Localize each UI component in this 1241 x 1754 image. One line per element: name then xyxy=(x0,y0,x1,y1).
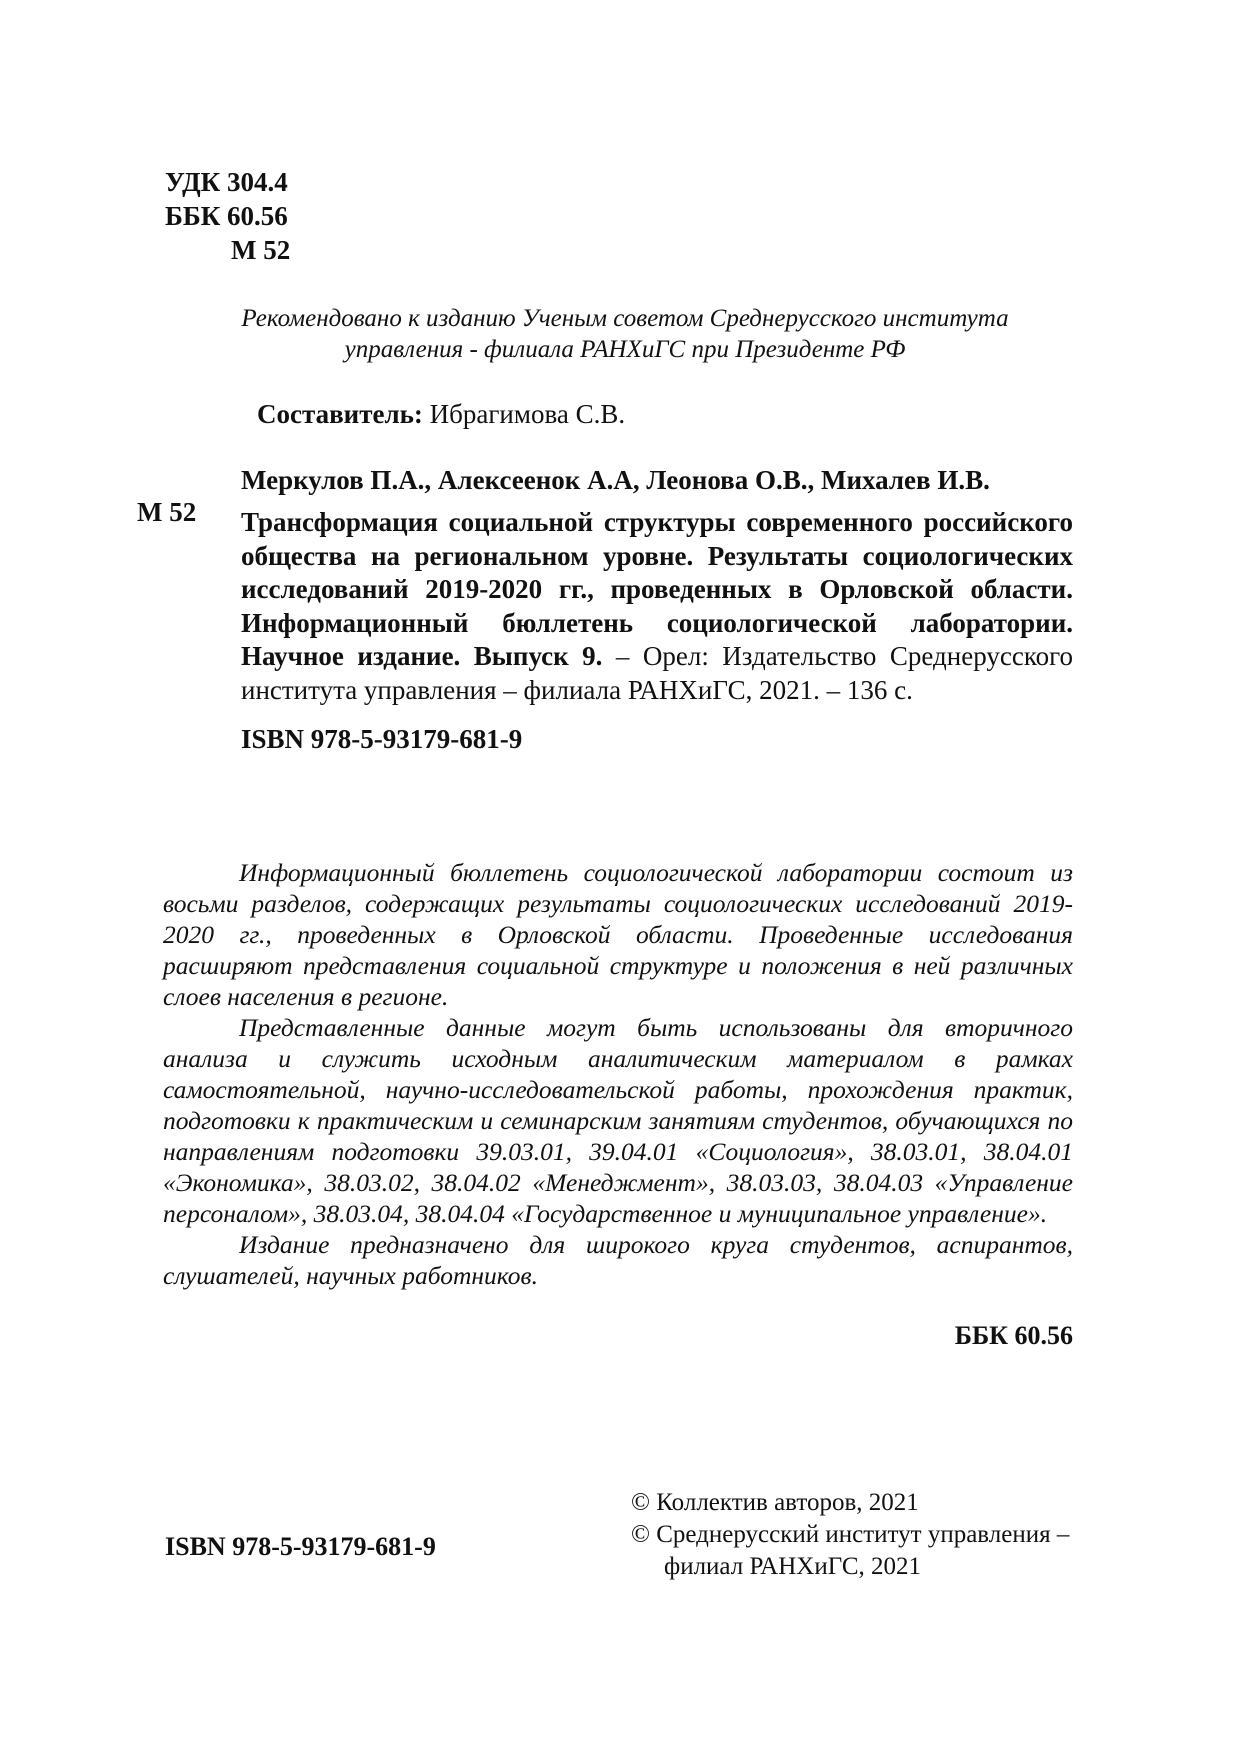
bibliographic-card xyxy=(241,464,1073,755)
compiler-name: Ибрагимова С.В. xyxy=(422,399,626,429)
compiler-label: Составитель: xyxy=(257,399,423,429)
bbk-right: ББК 60.56 xyxy=(954,1321,1073,1350)
recommendation-line-1: Рекомендовано к изданию Ученым советом Среднерусского института xyxy=(241,305,1009,332)
author-mark: М 52 xyxy=(231,235,291,265)
abstract-paragraph-3: Издание предназначено для широкого круга студентов, аспирантов, слушателей, научных работников. xyxy=(163,1230,1073,1290)
compiler xyxy=(257,397,625,431)
card-title: Трансформация социальной структуры современного российского общества на региональном уровне. Результаты социологических исследований 2019-2020 гг., проведенных в Орловской области. Информационный бюллетень социологической лаборатории. Научное издание. Выпуск 9. xyxy=(241,507,1073,671)
card-description xyxy=(241,506,1073,707)
card-side-code: М 52 xyxy=(137,497,197,527)
isbn-bottom: ISBN 978-5-93179-681-9 xyxy=(165,1532,436,1561)
udk-code: УДК 304.4 xyxy=(165,167,288,197)
card-authors: Меркулов П.А., Алексеенок А.А, Леонова О.В., Михалев И.В. xyxy=(241,465,990,495)
card-publication: – Орел: Издательство Среднерусского института управления – филиала РАНХиГС, 2021. – 136 с. xyxy=(241,641,1073,705)
abstract xyxy=(163,857,1073,1291)
bbk-code: ББК 60.56 xyxy=(165,201,288,231)
copyright-block xyxy=(631,1487,1069,1583)
card-isbn: ISBN 978-5-93179-681-9 xyxy=(241,724,523,754)
abstract-paragraph-1: Информационный бюллетень социологической лаборатории состоит из восьми разделов, содержащих результаты социологических исследований 2019-2020 гг., проведенных в Орловской области. Проведенные исследования расширяют представления социальной структуре и положения в ней различных слоев населения в регионе. xyxy=(163,858,1073,1011)
copyright-line-1: © Коллектив авторов, 2021 xyxy=(631,1489,919,1516)
abstract-paragraph-2: Представленные данные могут быть использованы для вторичного анализа и служить исходным аналитическим материалом в рамках самостоятельной, научно-исследовательской работы, прохождения практик, подготовки к практическим и семинарским занятиям студентов, обучающихся по направлениям подготовки 39.03.01, 39.04.01 «Социология», 38.03.01, 38.04.01 «Экономика», 38.03.02, 38.04.02 «Менеджмент», 38.03.03, 38.04.03 «Управление персоналом», 38.03.04, 38.04.04 «Государственное и муниципальное управление». xyxy=(163,1013,1073,1228)
copyright-line-2: © Среднерусский институт управления – xyxy=(631,1521,1070,1548)
copyright-line-3: филиал РАНХиГС, 2021 xyxy=(664,1553,922,1580)
recommendation-note xyxy=(195,303,1055,365)
recommendation-line-2: управления - филиала РАНХиГС при Президенте РФ xyxy=(344,336,906,363)
